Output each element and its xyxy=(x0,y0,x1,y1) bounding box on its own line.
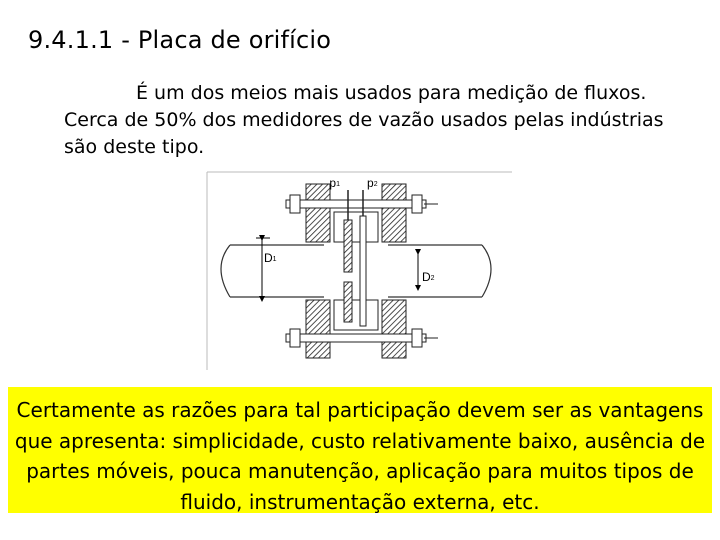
label-d2: D2 xyxy=(422,270,435,284)
right-flange-upper xyxy=(382,184,406,242)
left-flange-lower xyxy=(306,300,330,358)
callout-text: Certamente as razões para tal participação devem ser as vantagens que apresenta: simplicidade, custo relativamente baixo, ausência de partes móveis, pouca manutenção, aplicação para muitos tipos de fluido, instrumentação externa, etc. xyxy=(14,398,706,514)
right-flange-lower xyxy=(382,300,406,358)
label-d1: D1 xyxy=(264,251,277,265)
orifice-plate-upper xyxy=(344,220,352,272)
right-pipe-end xyxy=(482,245,491,297)
orifice-plate-lower xyxy=(344,282,352,322)
plate-carrier-upper xyxy=(334,212,378,242)
left-pipe-end xyxy=(221,245,230,297)
plate-carrier-lower xyxy=(334,300,378,330)
highlight-callout-box xyxy=(8,387,712,513)
intro-paragraph xyxy=(64,80,664,161)
plate-gasket xyxy=(360,216,366,326)
label-p1: p1 xyxy=(329,176,340,190)
slide-title: 9.4.1.1 - Placa de orifício xyxy=(28,26,332,54)
left-flange-upper xyxy=(306,184,330,242)
label-p2: p2 xyxy=(367,176,378,190)
orifice-plate-drawing xyxy=(206,170,512,370)
orifice-plate-diagram xyxy=(206,170,512,370)
intro-text: É um dos meios mais usados para medição de fluxos. Cerca de 50% dos medidores de vazão usados pelas indústrias são deste tipo. xyxy=(64,82,664,158)
